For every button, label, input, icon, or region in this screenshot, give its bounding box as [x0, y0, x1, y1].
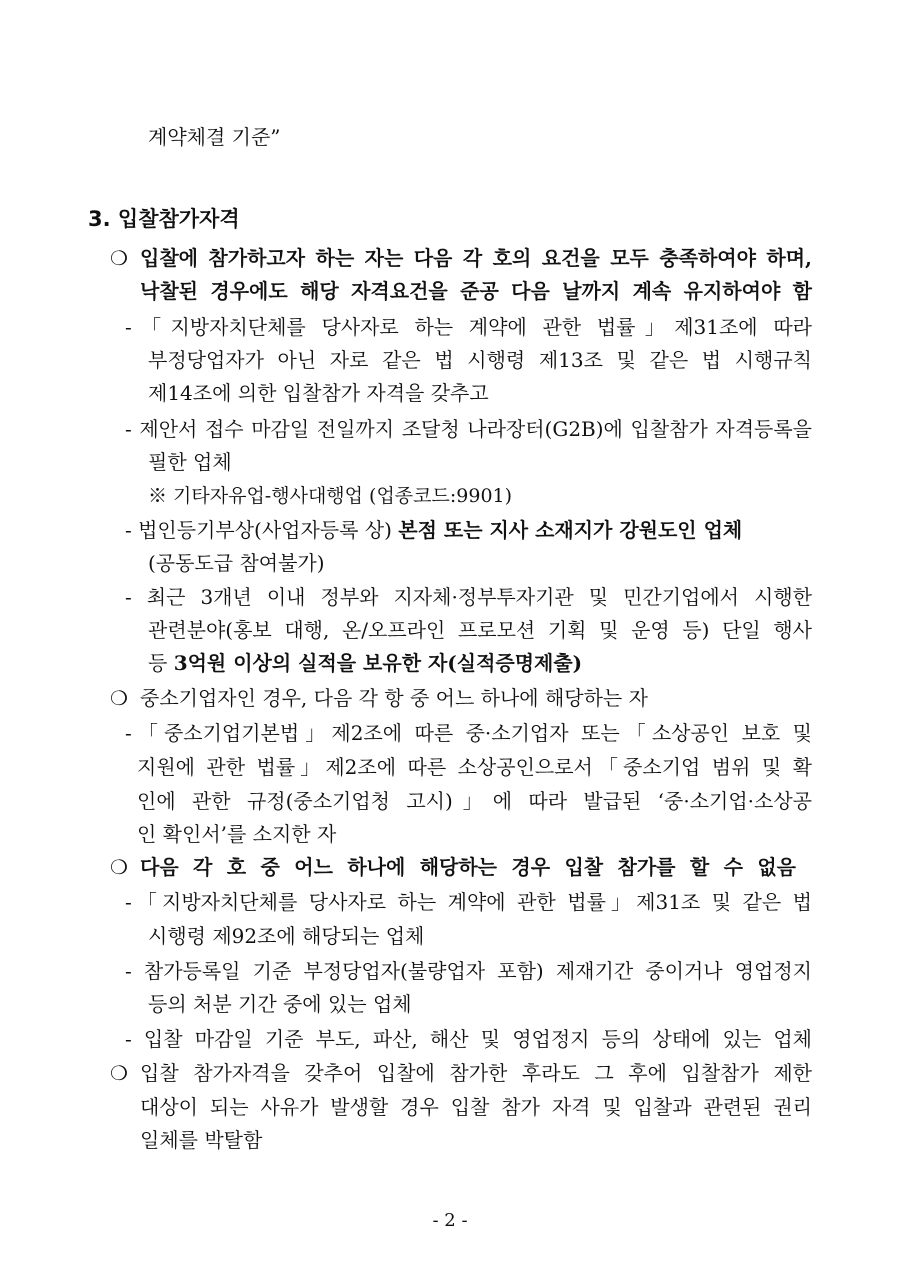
item-emphasis: 3억원 이상의 실적을 보유한 자(실적증명제출): [173, 651, 583, 675]
item-line: -「지방자치단체를 당사자로 하는 계약에 관한 법률」제31조에 따라: [125, 315, 812, 339]
item-line: -「중소기업기본법」제2조에 따른 중·소기업자 또는「소상공인 보호 및: [125, 721, 812, 745]
bullet-line: 입찰 참가자격을 갖추어 입찰에 참가한 후라도 그 후에 입찰참가 제한: [140, 1061, 812, 1085]
item-text: - 법인등기부상(사업자등록 상): [125, 518, 399, 542]
item-line: 인에 관한 규정(중소기업청 고시)」에 따라 발급된 ‘중·소기업·소상공: [137, 789, 812, 813]
bullet-circle-icon: ❍: [110, 246, 128, 270]
bullet-circle-icon: ❍: [110, 1061, 128, 1085]
item-line: - 입찰 마감일 기준 부도, 파산, 해산 및 영업정지 등의 상태에 있는 업체: [125, 1027, 812, 1051]
bullet-line: 대상이 되는 사유가 발생할 경우 입찰 참가 자격 및 입찰과 관련된 권리: [140, 1095, 812, 1119]
item-line: 부정당업자가 아닌 자로 같은 법 시행령 제13조 및 같은 법 시행규칙: [148, 348, 812, 372]
item-line: 등의 처분 기간 중에 있는 업체: [148, 992, 412, 1016]
item-line: [148, 649, 582, 677]
bullet-circle-icon: ❍: [110, 686, 128, 710]
bullet-line: 일체를 박탈함: [140, 1128, 263, 1152]
note-line: ※ 기타자유업-행사대행업 (업종코드:9901): [148, 485, 513, 507]
item-line: - 최근 3개년 이내 정부와 지자체·정부투자기관 및 민간기업에서 시행한: [125, 585, 812, 609]
bullet-line: 다음 각 호 중 어느 하나에 해당하는 경우 입찰 참가를 할 수 없음: [140, 855, 796, 879]
bullet-circle-icon: ❍: [110, 855, 128, 879]
item-line: -「지방자치단체를 당사자로 하는 계약에 관한 법률」제31조 및 같은 법: [125, 890, 812, 914]
bullet-line: 입찰에 참가하고자 하는 자는 다음 각 호의 요건을 모두 충족하여야 하며,: [140, 246, 812, 270]
item-emphasis: 본점 또는 지사 소재지가 강원도인 업체: [398, 518, 743, 542]
item-line: [125, 516, 742, 544]
item-line: 시행령 제92조에 해당되는 업체: [148, 924, 425, 948]
bullet-line: 중소기업자인 경우, 다음 각 항 중 어느 하나에 해당하는 자: [140, 686, 648, 710]
section-heading: [88, 204, 240, 234]
item-line: 관련분야(홍보 대행, 온/오프라인 프로모션 기획 및 운영 등) 단일 행사: [148, 618, 812, 642]
item-line: - 참가등록일 기준 부정당업자(불량업자 포함) 제재기간 중이거나 영업정지: [125, 959, 812, 983]
section-number: 3.: [88, 207, 111, 231]
item-line: (공동도급 참여불가): [148, 551, 325, 575]
item-line: 필한 업체: [148, 450, 232, 474]
section-title: 입찰참가자격: [117, 207, 240, 231]
page-number: - 2 -: [432, 1210, 468, 1231]
bullet-line: 낙찰된 경우에도 해당 자격요건을 준공 다음 날까지 계속 유지하여야 함: [140, 279, 812, 303]
item-text: 등: [148, 651, 174, 675]
item-line: - 제안서 접수 마감일 전일까지 조달청 나라장터(G2B)에 입찰참가 자격등록을: [125, 417, 812, 441]
item-line: 지원에 관한 법률」제2조에 따른 소상공인으로서「중소기업 범위 및 확: [137, 755, 812, 779]
previous-section-tail: 계약체결 기준”: [148, 125, 281, 149]
item-line: 제14조에 의한 입찰참가 자격을 갖추고: [148, 381, 489, 405]
item-line: 인 확인서’를 소지한 자: [137, 822, 337, 846]
